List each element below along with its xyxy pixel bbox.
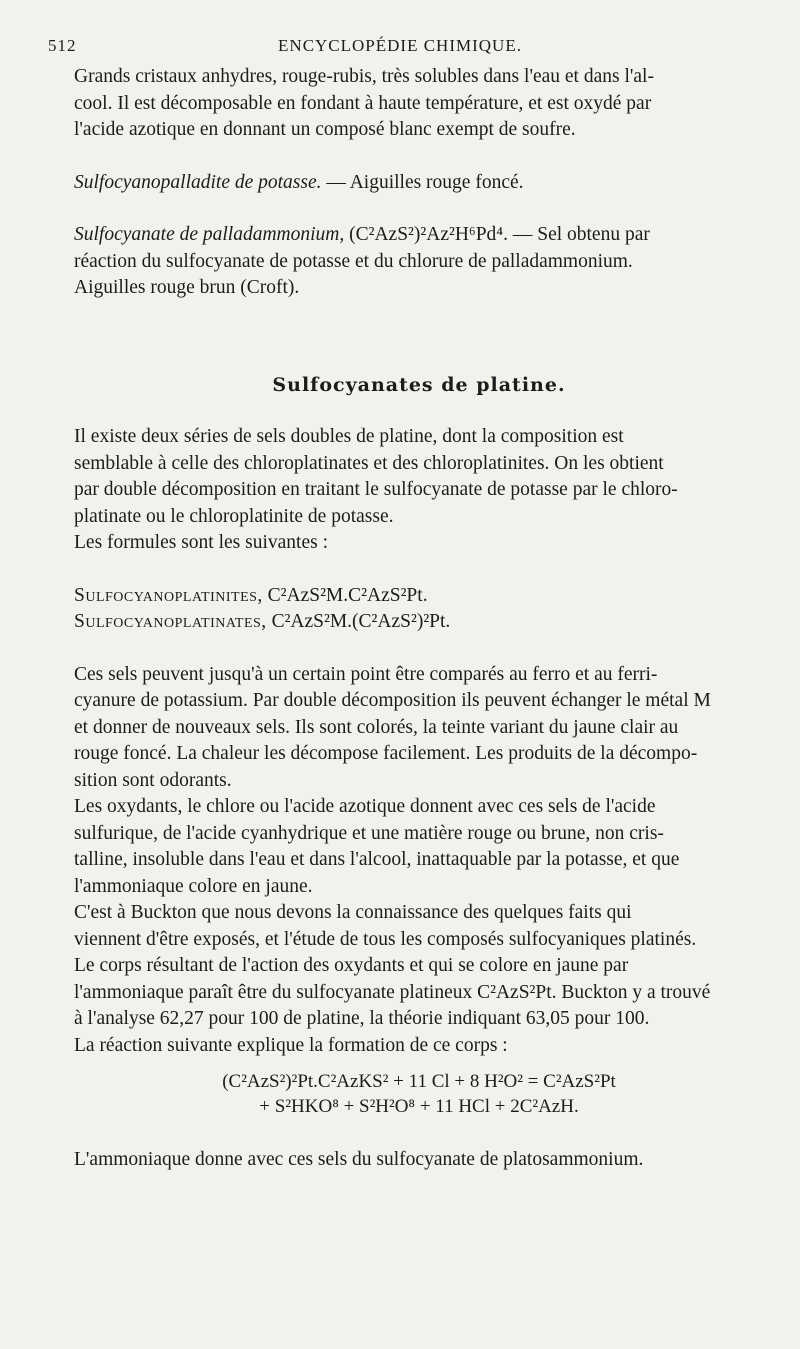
text-line: Grands cristaux anhydres, rouge-rubis, très solubles dans l'eau et dans l'al- (74, 66, 654, 87)
text-line: La réaction suivante explique la formation de ce corps : (74, 1034, 508, 1056)
final-line: L'ammoniaque donne avec ces sels du sulfocyanate de platosammonium. (74, 1149, 644, 1170)
text-line: par double décomposition en traitant le sulfocyanate de potasse par le chloro- (74, 479, 678, 500)
compound-description: — Aiguilles rouge foncé. (321, 171, 524, 193)
reaction-equation (74, 1069, 764, 1119)
text-line: C'est à Buckton que nous devons la connaissance des quelques faits qui (74, 902, 632, 923)
text-line: réaction du sulfocyanate de potasse et du chlorure de palladammonium. (74, 250, 633, 272)
section-title: Sulfocyanates de platine. (272, 373, 566, 396)
formula-name: Sulfocyanoplatinites, (74, 584, 263, 606)
text-line: à l'analyse 62,27 pour 100 de platine, la théorie indiquant 63,05 pour 100. (74, 1008, 650, 1029)
formula-row (74, 609, 764, 636)
text-line: cool. Il est décomposable en fondant à haute température, et est oxydé par (74, 92, 652, 114)
text-line: et donner de nouveaux sels. Ils sont colorés, la teinte variant du jaune clair au (74, 716, 679, 738)
paragraph-series (74, 424, 764, 557)
formula-value: C²AzS²M.(C²AzS²)²Pt. (266, 611, 451, 632)
formula-value: C²AzS²M.C²AzS²Pt. (262, 584, 428, 606)
text-line: Les oxydants, le chlore ou l'acide azotique donnent avec ces sels de l'acide (74, 796, 656, 817)
text-line: talline, insoluble dans l'eau et dans l'alcool, inattaquable par la potasse, et que (74, 849, 680, 870)
compound-formula: (C²AzS²)²Az²H⁶Pd⁴. — Sel obtenu par (344, 224, 650, 245)
compound-name: Sulfocyanate de palladammonium, (74, 224, 345, 245)
text-line: viennent d'être exposés, et l'étude de tous les composés sulfocyaniques platinés. (74, 928, 697, 950)
palladadite-entry (74, 170, 764, 197)
text-line: l'acide azotique en donnant un composé blanc exempt de soufre. (74, 119, 576, 140)
equation-line: (C²AzS²)²Pt.C²AzKS² + 11 Cl + 8 H²O² = C²AzS²Pt (222, 1071, 616, 1092)
page-number: 512 (48, 36, 77, 55)
text-line: sition sont odorants. (74, 769, 232, 791)
text-line: cyanure de potassium. Par double décomposition ils peuvent échanger le métal M (74, 690, 711, 711)
text-line: rouge foncé. La chaleur les décompose facilement. Les produits de la décompo- (74, 743, 698, 764)
paragraph-buckton (74, 900, 764, 953)
page-body (74, 64, 764, 1174)
text-line: sulfurique, de l'acide cyanhydrique et une matière rouge ou brune, non cris- (74, 822, 664, 844)
text-line: Il existe deux séries de sels doubles de platine, dont la composition est (74, 426, 624, 447)
formula-row (74, 583, 764, 610)
running-header (48, 36, 752, 58)
equation-line: + S²HKO⁸ + S²H²O⁸ + 11 HCl + 2C²AzH. (259, 1096, 579, 1117)
text-line (74, 222, 764, 249)
paragraph-platinous (74, 953, 764, 1059)
palladammonium-entry (74, 222, 764, 302)
compound-name: Sulfocyanopalladite de potasse. (74, 171, 322, 193)
intro-paragraph (74, 64, 764, 144)
text-line: semblable à celle des chloroplatinates et des chloroplatinites. On les obtient (74, 452, 664, 474)
paragraph-properties (74, 662, 764, 795)
running-title: ENCYCLOPÉDIE CHIMIQUE. (278, 36, 522, 55)
formula-list (74, 583, 764, 636)
text-line: Ces sels peuvent jusqu'à un certain point être comparés au ferro et au ferri- (74, 663, 658, 685)
formula-name: Sulfocyanoplatinates, (74, 611, 267, 632)
paragraph-oxidants (74, 794, 764, 900)
text-line: platinate ou le chloroplatinite de potasse. (74, 505, 394, 527)
text-line: l'ammoniaque paraît être du sulfocyanate platineux C²AzS²Pt. Buckton y a trouvé (74, 981, 711, 1003)
text-line: Aiguilles rouge brun (Croft). (74, 277, 300, 298)
text-line: Les formules sont les suivantes : (74, 532, 329, 553)
text-line: Le corps résultant de l'action des oxydants et qui se colore en jaune par (74, 955, 629, 976)
text-line: l'ammoniaque colore en jaune. (74, 875, 313, 897)
